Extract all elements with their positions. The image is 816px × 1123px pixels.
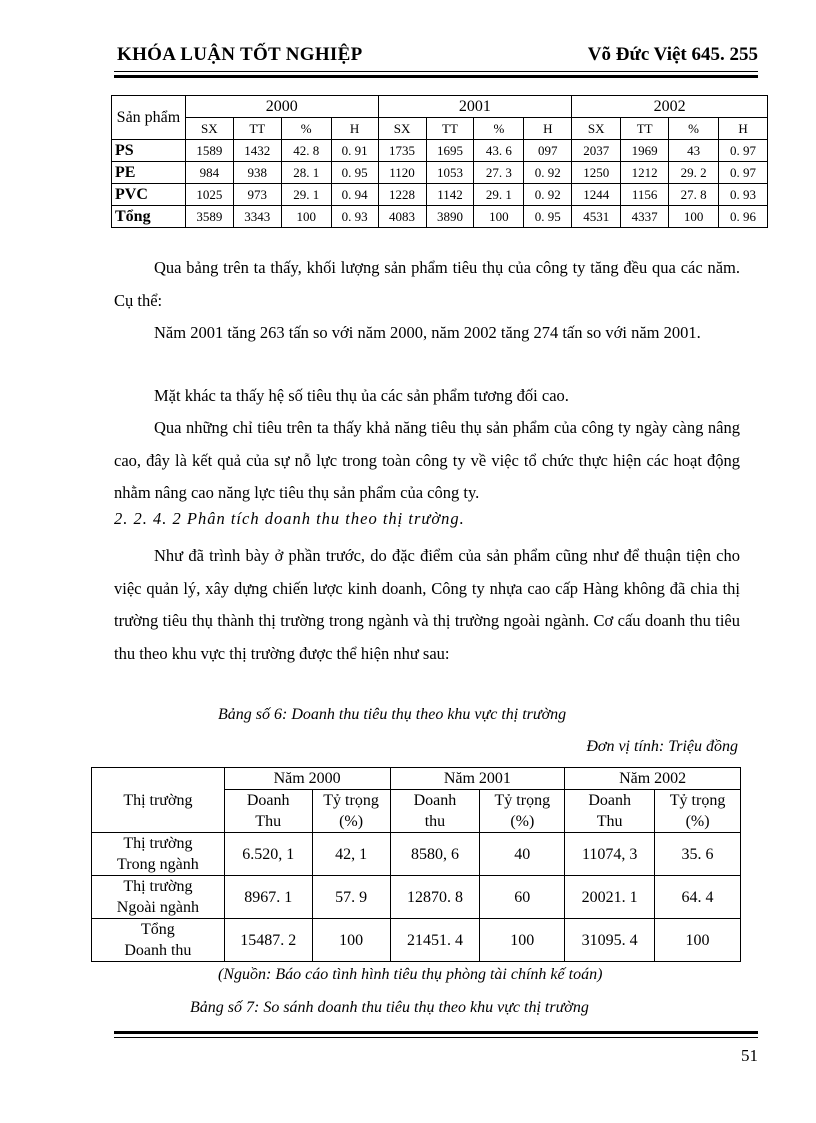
footer-rule-thin (114, 1037, 758, 1038)
table-cell: 4337 (621, 206, 669, 228)
table-row (112, 140, 768, 162)
subheader-cell (312, 790, 390, 833)
row-label: PS (112, 140, 186, 162)
year-header: 2000 (185, 96, 378, 118)
table-cell: 60 (480, 876, 565, 919)
table-cell: 100 (474, 206, 524, 228)
subcol-header: TT (426, 118, 474, 140)
paragraph-1: Qua bảng trên ta thấy, khối lượng sản phẩm tiêu thụ của công ty tăng đều qua các năm. Cụ thể: (114, 258, 740, 310)
row-label: Tổng (112, 206, 186, 228)
table-cell: 43. 6 (474, 140, 524, 162)
market-header: Thị trường (92, 768, 225, 833)
table-cell: 1053 (426, 162, 474, 184)
table-cell: 29. 2 (669, 162, 719, 184)
table-cell: 2037 (572, 140, 621, 162)
subheader-cell (565, 790, 655, 833)
table-cell: 0. 95 (524, 206, 572, 228)
table-cell: 1589 (185, 140, 233, 162)
subcol-header: TT (621, 118, 669, 140)
subcol-header: H (524, 118, 572, 140)
page-number: 51 (741, 1046, 758, 1065)
row-label (92, 919, 225, 962)
table-cell: 35. 6 (655, 833, 741, 876)
table-cell: 11074, 3 (565, 833, 655, 876)
subcol-header: TT (233, 118, 281, 140)
paragraph-3: Mặt khác ta thấy hệ số tiêu thụ ủa các sản phẩm tương đối cao. (154, 386, 569, 405)
subheader-line: Doanh (246, 792, 290, 809)
table-cell: 3343 (233, 206, 281, 228)
table-row (112, 184, 768, 206)
table-cell: 984 (185, 162, 233, 184)
subcol-header: H (719, 118, 768, 140)
subheader-line: Doanh (588, 792, 631, 809)
row-label-line: Thị trường (123, 878, 193, 895)
table-cell: 27. 8 (669, 184, 719, 206)
table-cell: 100 (312, 919, 390, 962)
header-rule-thick (114, 75, 758, 78)
subheader-line: Tỷ trọng (323, 792, 379, 809)
source-note: (Nguồn: Báo cáo tình hình tiêu thụ phòng tài chính kế toán) (218, 966, 603, 983)
table-cell: 1228 (378, 184, 426, 206)
table-cell: 1735 (378, 140, 426, 162)
table-cell: 8580, 6 (390, 833, 480, 876)
revenue-table (91, 767, 741, 962)
product-header: Sản phẩm (112, 96, 186, 140)
subcol-header: H (331, 118, 378, 140)
table-cell: 0. 94 (331, 184, 378, 206)
table-cell: 29. 1 (281, 184, 331, 206)
table-row (92, 833, 741, 876)
table-cell: 27. 3 (474, 162, 524, 184)
subcol-header: SX (378, 118, 426, 140)
table-cell: 1120 (378, 162, 426, 184)
header-title: KHÓA LUẬN TỐT NGHIỆP (117, 44, 363, 65)
table-cell: 0. 97 (719, 162, 768, 184)
table-cell: 0. 92 (524, 162, 572, 184)
subheader-line: (%) (339, 813, 364, 830)
table-cell: 1969 (621, 140, 669, 162)
subcol-header: SX (185, 118, 233, 140)
subheader-line: Tỷ trọng (669, 792, 726, 809)
table-cell: 1025 (185, 184, 233, 206)
product-table (111, 95, 768, 228)
table-cell: 64. 4 (655, 876, 741, 919)
year-header: 2002 (572, 96, 768, 118)
table-cell: 0. 91 (331, 140, 378, 162)
revenue-table-body (92, 833, 741, 962)
table-cell: 15487. 2 (224, 919, 312, 962)
table-cell: 4083 (378, 206, 426, 228)
table6-caption: Bảng số 6: Doanh thu tiêu thụ theo khu vực thị trường (218, 706, 567, 723)
row-label-line: Thị trường (123, 835, 193, 852)
subheader-cell (224, 790, 312, 833)
row-label (92, 833, 225, 876)
paragraph-4: Qua những chỉ tiêu trên ta thấy khả năng tiêu thụ sản phẩm của công ty ngày càng nâng cao, đây là kết quả của sự nỗ lực trong toàn công ty về việc tổ chức thực hiện các hoạt động nhằm nâng cao năng lực tiêu thụ sản phẩm của công ty. (114, 418, 740, 502)
table-cell: 1156 (621, 184, 669, 206)
table-cell: 6.520, 1 (224, 833, 312, 876)
table-row (112, 162, 768, 184)
subheader-cell (655, 790, 741, 833)
year-header: Năm 2002 (565, 768, 741, 790)
subheader-line: (%) (510, 813, 535, 830)
table-cell: 57. 9 (312, 876, 390, 919)
table-cell: 1250 (572, 162, 621, 184)
footer-rule-thick (114, 1031, 758, 1034)
subheader-line: Thu (596, 813, 623, 830)
row-label-line: Doanh thu (124, 942, 192, 959)
subheader-line: thu (424, 813, 446, 830)
table-cell: 0. 92 (524, 184, 572, 206)
table-cell: 1695 (426, 140, 474, 162)
table-cell: 0. 95 (331, 162, 378, 184)
header-author: Võ Đức Việt 645. 255 (587, 44, 758, 65)
table-cell: 4531 (572, 206, 621, 228)
subheader-cell (480, 790, 565, 833)
row-label: PVC (112, 184, 186, 206)
row-label-line: Trong ngành (117, 856, 199, 873)
subcol-header: % (474, 118, 524, 140)
table-cell: 100 (669, 206, 719, 228)
table-cell: 1212 (621, 162, 669, 184)
row-label-line: Ngoài ngành (116, 899, 199, 916)
subcol-header: SX (572, 118, 621, 140)
table-cell: 097 (524, 140, 572, 162)
row-label-line: Tổng (140, 921, 175, 938)
subheader-line: (%) (685, 813, 710, 830)
table-cell: 1142 (426, 184, 474, 206)
table-cell: 20021. 1 (565, 876, 655, 919)
header-rule-thin (114, 71, 758, 72)
subheader-line: Thu (255, 813, 282, 830)
unit-label: Đơn vị tính: Triệu đồng (586, 738, 738, 755)
table-cell: 100 (480, 919, 565, 962)
table-cell: 1432 (233, 140, 281, 162)
table-cell: 21451. 4 (390, 919, 480, 962)
table-cell: 100 (281, 206, 331, 228)
subheader-line: Tỷ trọng (494, 792, 551, 809)
table-row (92, 919, 741, 962)
table-row (112, 206, 768, 228)
table-cell: 0. 97 (719, 140, 768, 162)
table-cell: 8967. 1 (224, 876, 312, 919)
table7-caption: Bảng số 7: So sánh doanh thu tiêu thụ theo khu vực thị trường (190, 999, 589, 1016)
subcol-header: % (669, 118, 719, 140)
row-label (92, 876, 225, 919)
table-cell: 973 (233, 184, 281, 206)
subcol-header: % (281, 118, 331, 140)
table-cell: 3589 (185, 206, 233, 228)
table-cell: 31095. 4 (565, 919, 655, 962)
table-row (92, 876, 741, 919)
section-subheading: 2. 2. 4. 2 Phân tích doanh thu theo thị trường. (114, 509, 465, 528)
subheader-line: Doanh (413, 792, 457, 809)
table-cell: 12870. 8 (390, 876, 480, 919)
table-cell: 3890 (426, 206, 474, 228)
table-cell: 938 (233, 162, 281, 184)
year-header: 2001 (378, 96, 572, 118)
paragraph-2: Năm 2001 tăng 263 tấn so với năm 2000, năm 2002 tăng 274 tấn so với năm 2001. (154, 323, 701, 342)
table-cell: 28. 1 (281, 162, 331, 184)
table-cell: 100 (655, 919, 741, 962)
paragraph-5: Như đã trình bày ở phần trước, do đặc điểm của sản phẩm cũng như để thuận tiện cho việc quản lý, xây dựng chiến lược kinh doanh, Công ty nhựa cao cấp Hàng không đã chia thị trường tiêu thụ thành thị trường trong ngành và thị trường ngoài ngành. Cơ cấu doanh thu tiêu thu theo khu vực thị trường được thể hiện như sau: (114, 546, 740, 663)
table-cell: 1244 (572, 184, 621, 206)
table-cell: 40 (480, 833, 565, 876)
product-table-body (112, 140, 768, 228)
year-header: Năm 2000 (224, 768, 390, 790)
table-cell: 43 (669, 140, 719, 162)
year-header: Năm 2001 (390, 768, 565, 790)
table-cell: 42, 1 (312, 833, 390, 876)
row-label: PE (112, 162, 186, 184)
table-cell: 0. 96 (719, 206, 768, 228)
table-cell: 0. 93 (719, 184, 768, 206)
subheader-cell (390, 790, 480, 833)
table-cell: 0. 93 (331, 206, 378, 228)
table-cell: 29. 1 (474, 184, 524, 206)
table-cell: 42. 8 (281, 140, 331, 162)
